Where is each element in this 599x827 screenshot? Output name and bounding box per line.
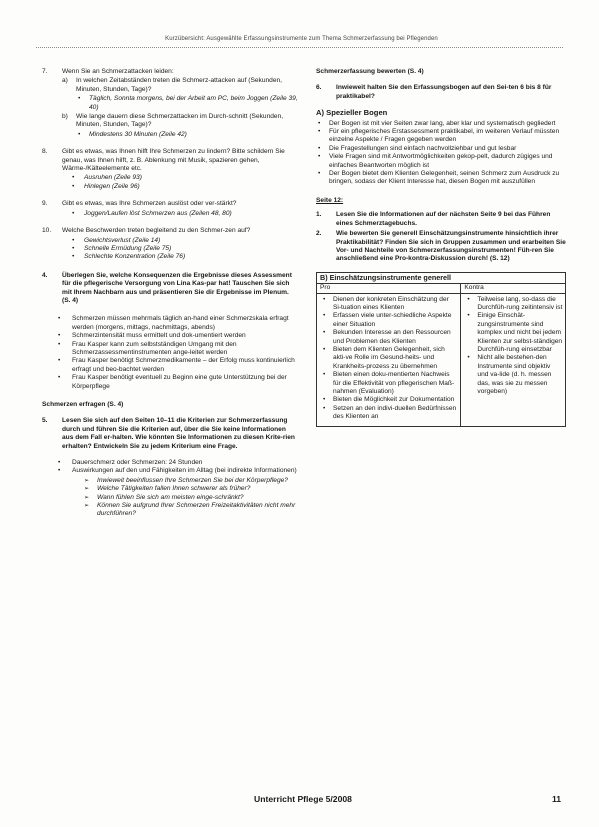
pro-cell bbox=[317, 293, 461, 426]
list-item: • Schmerzintensität muss ermittelt und dok-umentiert werden bbox=[56, 332, 298, 340]
list-item: • Die Fragestellungen sind einfach nachvollziehbar und gut lesbar bbox=[316, 145, 566, 153]
question-number: 7. bbox=[42, 68, 48, 75]
list-item: • Dauerschmerz oder Schmerzen: 24 Stunden bbox=[56, 459, 298, 467]
list-item: • Bieten dem Klienten Gelegenheit, sich akti-ve Rolle im Gesund-heits- und Krankheits-prozess zu übernehmen bbox=[319, 346, 458, 371]
consequences-list bbox=[56, 315, 298, 391]
question-8 bbox=[42, 148, 298, 191]
list-item: • Bieten die Möglichkeit zur Dokumentation bbox=[319, 396, 458, 404]
criteria-list bbox=[56, 459, 298, 519]
list-item: • Frau Kasper kann zum selbstständigen Umgang mit den Schmerzassessmentinstrumenten ange-leitet werden bbox=[56, 341, 298, 358]
list-item: • Teilweise lang, so-dass die Durchfüh-rung zeitintensiv ist bbox=[463, 296, 563, 313]
list-item: • Setzen an den indivi-duellen Bedürfnissen des Klienten an bbox=[319, 405, 458, 422]
task-5 bbox=[42, 417, 298, 451]
task-text: Lesen Sie die Informationen auf der nächsten Seite 9 bei das Führen eines Schmerztagebuchs. bbox=[336, 211, 551, 227]
task-number: 2. bbox=[316, 230, 322, 238]
task-4 bbox=[42, 272, 298, 306]
answer-item: • Hinlegen (Zeile 96) bbox=[62, 183, 298, 191]
list-item: • Frau Kasper benötigt eventuell zu Beginn eine gute Unterstützung bei der Körperpflege bbox=[56, 374, 298, 391]
task-text: Inwieweit halten Sie den Erfassungsbogen auf den Sei-ten 6 bis 8 für praktikabel? bbox=[336, 84, 552, 100]
list-item: • Viele Fragen sind mit Antwortmöglichkeiten gekop-pelt, dadurch zügiges und einfaches Beantworten möglich ist bbox=[316, 153, 566, 170]
question-number: 8. bbox=[42, 148, 48, 156]
subheading: A) Spezieller Bogen bbox=[316, 108, 388, 118]
list-item: • Erfassen viele unter-schiedliche Aspekte einer Situation bbox=[319, 312, 458, 329]
task-number: 4. bbox=[42, 271, 48, 279]
task-2 bbox=[316, 230, 566, 264]
box-title: B) Einschätzungsinstrumente generell bbox=[316, 272, 566, 283]
task-text: Wie bewerten Sie generell Einschätzungsinstrumente hinsichtlich ihrer Praktikabilität? Finden Sie sich in Gruppen zusammen und erarbeiten Sie Vor- und Nachteile von Schmerzerfassungsinstrumenten! Füh-ren Sie anschließend eine Pro-kontra-Diskussion durch! (S. 12) bbox=[336, 230, 566, 263]
answer-item: • Mindestens 30 Minuten (Zeile 42) bbox=[76, 131, 298, 139]
list-item: • Der Bogen bietet dem Klienten Gelegenheit, seinen Schmerz zum Ausdruck zu bringen, sodass der Klient Interesse hat, diesen Bogen mit auszufüllen bbox=[316, 170, 566, 187]
list-item: ➢ Inwieweit beeinflussen Ihre Schmerzen Sie bei der Körperpflege? bbox=[84, 477, 298, 485]
answer-item: • Schlechte Konzentration (Zeile 76) bbox=[62, 253, 298, 261]
answer-item: • Gewichtsverlust (Zeile 14) bbox=[62, 237, 298, 245]
answer-item: • Joggen/Laufen löst Schmerzen aus (Zeilen 48, 80) bbox=[62, 210, 298, 218]
question-text: Welche Beschwerden treten begleitend zu den Schmer-zen auf? bbox=[62, 227, 251, 235]
page-number: 11 bbox=[552, 794, 562, 804]
running-head: Kurzübersicht: Ausgewählte Erfassungsinstrumente zum Thema Schmerzerfassung bei Pflegenden bbox=[165, 36, 438, 42]
question-text: Gibt es etwas, was Ihnen hilft Ihre Schmerzen zu lindern? Bitte schildern Sie genau, was Ihnen hilft, z. B. Ablenkung mit Musik, spazieren gehen, Wärme-/Kälteelemente etc. bbox=[62, 148, 285, 173]
contra-cell bbox=[461, 293, 566, 426]
answer-item: • Täglich, Sonnta morgens, bei der Arbeit am PC, beim Joggen (Zeile 39, 40) bbox=[76, 95, 298, 112]
question-9 bbox=[42, 200, 298, 218]
list-item: • Schmerzen müssen mehrmals täglich an-hand einer Schmerzskala erfragt werden (morgens, mittags, nachmittags, abends) bbox=[56, 315, 298, 332]
subquestion-a: a) In welchen Zeitabständen treten die Schmerz-attacken auf (Sekunden, Minuten, Stunden, Tage)? • Täglich, Sonnta morgens, bei der Arbeit am PC, beim Joggen (Zeile 39, 40) bbox=[62, 77, 298, 112]
question-number: 9. bbox=[42, 200, 48, 208]
list-item: • Der Bogen ist mit vier Seiten zwar lang, aber klar und systematisch gegliedert bbox=[316, 120, 566, 128]
task-text: Überlegen Sie, welche Konsequenzen die Ergebnisse dieses Assessment für die pflegerische Versorgung von Lina Kas-par hat! Tauschen Sie sich mit Ihrem Nachbarn aus und präsentieren Sie dir Ergebnisse im Plenum. (S. 4) bbox=[62, 271, 292, 304]
task-6 bbox=[316, 84, 566, 101]
footer-publication: Unterricht Pflege 5/2008 bbox=[254, 794, 352, 804]
column-header-pro: Pro bbox=[317, 284, 461, 293]
answer-item: • Schnelle Ermüdung (Zeile 75) bbox=[62, 245, 298, 253]
section-heading: Seite 12: bbox=[316, 196, 344, 204]
question-list bbox=[84, 477, 298, 519]
left-column bbox=[42, 68, 298, 529]
question-number: 10. bbox=[42, 227, 52, 235]
question-7 bbox=[42, 68, 298, 139]
list-item: • Dienen der konkreten Einschätzung der Si-tuation eines Klienten bbox=[319, 296, 458, 313]
task-number: 1. bbox=[316, 211, 322, 219]
list-item: ➢ Welche Tätigkeiten fallen Ihnen schwerer als früher? bbox=[84, 485, 298, 493]
right-column bbox=[316, 68, 566, 427]
bogen-list bbox=[316, 120, 566, 187]
question-text: Wenn Sie an Schmerzattacken leiden: bbox=[62, 68, 174, 75]
list-item: • Nicht alle bestehen-den Instrumente sind objektiv und va-lide (d. h. messen das, was sie zu messen vorgeben) bbox=[463, 354, 563, 396]
header-rule bbox=[36, 47, 563, 48]
section-heading: Schmerzerfassung bewerten (S. 4) bbox=[316, 68, 424, 75]
list-item: • Frau Kasper benötigt Schmerzmedikamente – der Erfolg muss kontinuierlich erfragt und beo-bachtet werden bbox=[56, 357, 298, 374]
list-item: ➢ Wann fühlen Sie sich am meisten einge-schränkt? bbox=[84, 494, 298, 502]
list-item: • Einige Einschät-zungsinstrumente sind komplex und nicht bei jedem Klienten zur selbst-ständigen Durchfüh-rung einsetzbar bbox=[463, 312, 563, 354]
subquestion-text: In welchen Zeitabständen treten die Schmerz-attacken auf (Sekunden, Minuten, Stunden, Tage)? bbox=[76, 77, 282, 93]
answer-item: • Ausruhen (Zeile 93) bbox=[62, 174, 298, 182]
pro-contra-table bbox=[316, 283, 566, 427]
task-number: 5. bbox=[42, 417, 48, 425]
question-10 bbox=[42, 227, 298, 262]
subquestion-text: Wie lange dauern diese Schmerzattacken im Durch-schnitt (Sekunden, Minuten, Stunden, Tage)? bbox=[76, 113, 284, 129]
list-item: • Auswirkungen auf den und Fähigkeiten im Alltag (bei indirekte Informationen) ➢ Inwieweit beeinflussen Ihre Schmerzen Sie bei der Körperpflege? ➢ Welche Tätigkeiten fallen Ihnen schwerer als früher? ➢ Wann fühlen Sie sich am meisten einge-schränkt? ➢ Können Sie aufgrund Ihrer Schmerzen Freizeitaktivitäten nicht mehr durchführen? bbox=[56, 467, 298, 518]
list-item: • Bekunden Interesse an den Ressourcen und Problemen des Klienten bbox=[319, 329, 458, 346]
section-heading: Schmerzen erfragen (S. 4) bbox=[42, 401, 124, 408]
list-item: • Bieten einen doku-mentierten Nachweis für die Effektivität von pflegerischen Maß-nahmen (Evaluation) bbox=[319, 371, 458, 396]
task-number: 6. bbox=[316, 84, 322, 92]
subquestion-b: b) Wie lange dauern diese Schmerzattacken im Durch-schnitt (Sekunden, Minuten, Stunden, Tage)? • Mindestens 30 Minuten (Zeile 42) bbox=[62, 113, 298, 139]
task-1 bbox=[316, 211, 566, 228]
list-item: ➢ Können Sie aufgrund Ihrer Schmerzen Freizeitaktivitäten nicht mehr durchführen? bbox=[84, 502, 298, 519]
question-text: Gibt es etwas, was Ihre Schmerzen auslöst oder ver-stärkt? bbox=[62, 200, 237, 208]
column-header-contra: Kontra bbox=[461, 284, 566, 293]
list-item: • Für ein pflegerisches Erstassessment praktikabel, im weiteren Verlauf müssten einzelne Aspekte / Fragen gegeben werden bbox=[316, 128, 566, 145]
task-text: Lesen Sie sich auf den Seiten 10–11 die Kriterien zur Schmerzerfassung durch und führen Sie die Kriterien auf, über die Sie keine Informationen aus dem Fall er-halten. Wie könnten Sie Informationen zu diesen Krite-rien erhalten? Entwickeln Sie zu jedem Kriterium eine Frage. bbox=[62, 417, 295, 450]
